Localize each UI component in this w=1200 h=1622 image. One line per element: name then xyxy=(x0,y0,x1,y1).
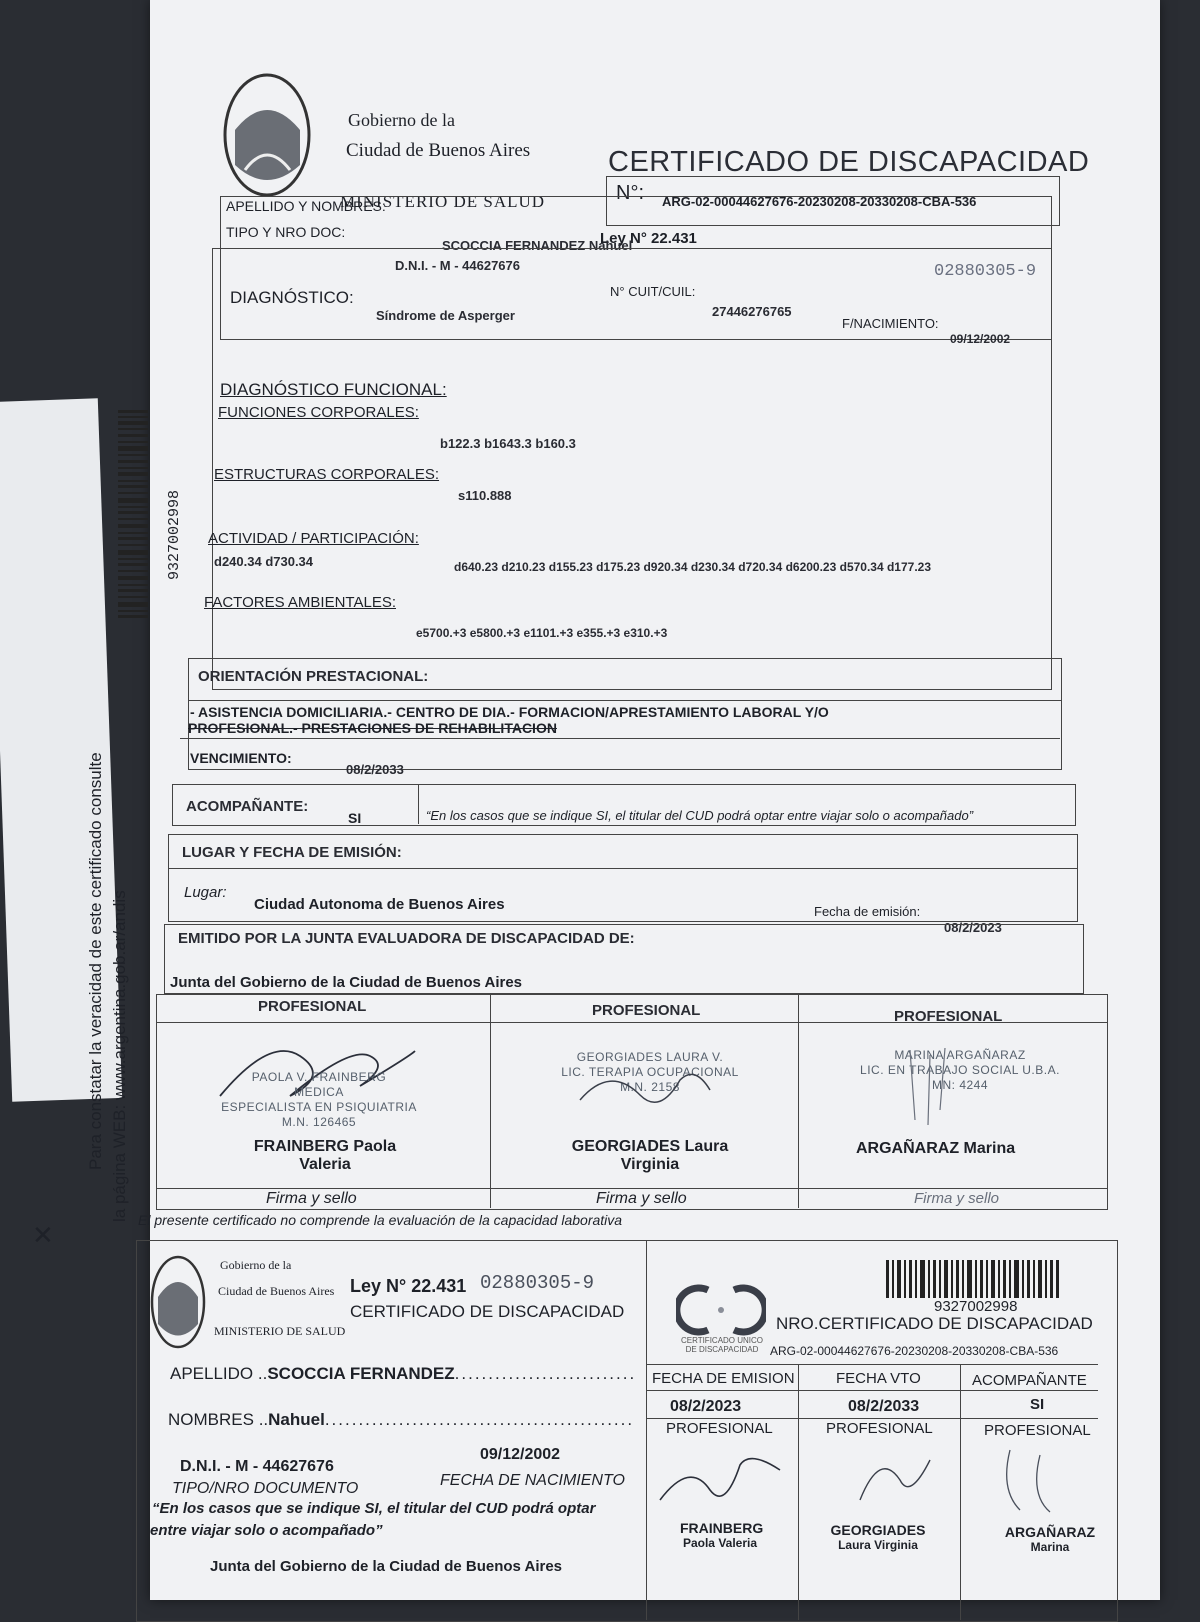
environmental-codes: e5700.+3 e5800.+3 e1101.+3 e355.+3 e310.+3 xyxy=(416,626,668,640)
emission-date-label: Fecha de emisión: xyxy=(814,904,921,919)
place-label: Lugar: xyxy=(184,884,227,901)
card-birth-label: FECHA DE NACIMIENTO xyxy=(440,1472,625,1489)
body-functions-codes: b122.3 b1643.3 b160.3 xyxy=(440,436,576,451)
card-doc-label: TIPO/NRO DOCUMENTO xyxy=(172,1480,359,1497)
card-cert-number: ARG-02-00044627676-20230208-20330208-CBA-536 xyxy=(770,1344,1059,1358)
verify-line2: la página WEB: www.argentina.gob.ar/andis xyxy=(110,890,129,1222)
card-emission-label: FECHA DE EMISION xyxy=(652,1370,795,1387)
government-line2: Ciudad de Buenos Aires xyxy=(346,140,531,161)
card-prof-1-label: PROFESIONAL xyxy=(666,1420,773,1437)
ministry-name: MINISTERIO DE SALUD xyxy=(340,192,546,211)
card-doc: D.N.I. - M - 44627676 xyxy=(180,1458,334,1475)
expiry-label: VENCIMIENTO: xyxy=(190,750,292,766)
professional-1-footer: Firma y sello xyxy=(266,1190,357,1207)
emission-label: LUGAR Y FECHA DE EMISIÓN: xyxy=(182,844,402,861)
full-name: SCOCCIA FERNANDEZ Nahuel xyxy=(442,238,633,253)
diagnosis-value: Síndrome de Asperger xyxy=(376,308,515,323)
card-note-line2: entre viajar solo o acompañado” xyxy=(150,1522,383,1539)
card-surname-row: APELLIDO ..SCOCCIA FERNANDEZ........................... xyxy=(170,1364,637,1383)
verify-line1: Para constatar la veracidad de este certificado consulte xyxy=(86,752,105,1170)
professional-2-name: GEORGIADES Laura Virginia xyxy=(571,1138,729,1173)
companion-value: SI xyxy=(348,810,362,826)
environmental-label: FACTORES AMBIENTALES: xyxy=(204,594,396,611)
body-structures-label: ESTRUCTURAS CORPORALES: xyxy=(214,466,440,483)
orientation-label: ORIENTACIÓN PRESTACIONAL: xyxy=(198,668,429,685)
certificate-title: CERTIFICADO DE DISCAPACIDAD xyxy=(608,146,1090,178)
card-names-row: NOMBRES ..Nahuel.............................................. xyxy=(168,1410,635,1429)
stamp-1: PAOLA V. FRAINBERG MEDICA ESPECIALISTA EN PSIQUIATRIA M.N. 126465 xyxy=(221,1070,417,1129)
signature-3-icon xyxy=(890,1040,970,1130)
diagnosis-label: DIAGNÓSTICO: xyxy=(230,288,354,307)
card-prof-1-name: FRAINBERG Paola Valeria xyxy=(680,1520,764,1550)
professional-3-header: PROFESIONAL xyxy=(894,1008,1003,1025)
card-gov-line2: Ciudad de Buenos Aires xyxy=(218,1284,335,1298)
certificate-number-label: N°: xyxy=(616,182,644,204)
professional-1-header: PROFESIONAL xyxy=(258,998,367,1015)
card-expiry-label: FECHA VTO xyxy=(836,1370,921,1387)
card-prof-2-name: GEORGIADES Laura Virginia xyxy=(830,1522,926,1552)
card-board: Junta del Gobierno de la Ciudad de Buenos Aires xyxy=(210,1558,563,1575)
birth-label: F/NACIMIENTO: xyxy=(842,316,939,331)
card-coat-of-arms-icon xyxy=(148,1252,208,1352)
card-companion-value: SI xyxy=(1030,1396,1045,1413)
card-barcode-icon xyxy=(886,1260,1060,1298)
professional-3-name: ARGAÑARAZ Marina xyxy=(856,1140,1016,1157)
activity-codes-line2: d240.34 d730.34 xyxy=(214,554,314,569)
place-value: Ciudad Autonoma de Buenos Aires xyxy=(254,896,505,913)
side-barcode-icon xyxy=(118,410,148,620)
card-companion-label: ACOMPAÑANTE xyxy=(972,1372,1087,1389)
coat-of-arms-icon xyxy=(220,70,315,200)
cuit-label: N° CUIT/CUIL: xyxy=(610,284,696,299)
name-label: APELLIDO Y NOMBRES: xyxy=(226,198,386,214)
board-label: EMITIDO POR LA JUNTA EVALUADORA DE DISCAPACIDAD DE: xyxy=(178,930,635,947)
disability-certificate xyxy=(32,0,1160,1600)
orientation-line2: PROFESIONAL.- PRESTACIONES DE REHABILITACION xyxy=(188,720,557,736)
companion-label: ACOMPAÑANTE: xyxy=(186,798,309,815)
orientation-line1: - ASISTENCIA DOMICILIARIA.- CENTRO DE DIA.- FORMACION/APRESTAMIENTO LABORAL Y/O xyxy=(190,704,829,720)
companion-note: “En los casos que se indique SI, el titular del CUD podrá optar entre viajar solo o acompañado” xyxy=(426,808,974,823)
functional-title: DIAGNÓSTICO FUNCIONAL: xyxy=(220,380,447,399)
doc-label: TIPO Y NRO DOC: xyxy=(226,224,346,240)
card-cert-number-label: NRO.CERTIFICADO DE DISCAPACIDAD xyxy=(776,1314,1093,1333)
body-structures-codes: s110.888 xyxy=(458,488,512,503)
card-barcode-number: 9327002998 xyxy=(934,1298,1018,1315)
card-signature-1-icon xyxy=(650,1440,790,1520)
card-prof-2-label: PROFESIONAL xyxy=(826,1420,933,1437)
emission-date: 08/2/2023 xyxy=(944,920,1002,935)
card-signature-3-icon xyxy=(990,1440,1080,1520)
card-gov-line1: Gobierno de la xyxy=(220,1258,292,1272)
government-line1: Gobierno de la xyxy=(348,110,455,130)
stamp-3: MARINA ARGAÑARAZ LIC. EN TRABAJO SOCIAL U.B.A. MN: 4244 xyxy=(860,1048,1060,1092)
professional-2-footer: Firma y sello xyxy=(596,1190,687,1207)
card-birth: 09/12/2002 xyxy=(480,1446,561,1463)
card-law: Ley N° 22.431 xyxy=(350,1276,467,1296)
card-note-line1: “En los casos que se indique SI, el titular del CUD podrá optar xyxy=(152,1500,596,1517)
cud-logo-icon xyxy=(676,1284,766,1336)
document-number: D.N.I. - M - 44627676 xyxy=(395,258,520,273)
birth-date: 09/12/2002 xyxy=(950,332,1011,346)
body-functions-label: FUNCIONES CORPORALES: xyxy=(218,404,419,421)
professional-1-name: FRAINBERG Paola Valeria xyxy=(253,1138,397,1173)
card-expiry-date: 08/2/2033 xyxy=(848,1398,920,1415)
control-number: 02880305-9 xyxy=(934,262,1037,281)
card-title: CERTIFICADO DE DISCAPACIDAD xyxy=(350,1302,625,1321)
cuit-number: 27446276765 xyxy=(712,304,792,319)
card-prof-3-name: ARGAÑARAZ Marina xyxy=(1004,1524,1096,1554)
cud-logo-caption: CERTIFICADO UNICO DE DISCAPACIDAD xyxy=(680,1336,764,1354)
disclaimer-text: El presente certificado no comprende la evaluación de la capacidad laborativa xyxy=(138,1212,623,1228)
card-control-number: 02880305-9 xyxy=(480,1272,595,1294)
card-ministry: MINISTERIO DE SALUD xyxy=(214,1324,346,1338)
professional-2-header: PROFESIONAL xyxy=(592,1002,701,1019)
card-prof-3-label: PROFESIONAL xyxy=(984,1422,1091,1439)
board-value: Junta del Gobierno de la Ciudad de Buenos Aires xyxy=(170,974,523,991)
certificate-number: ARG-02-00044627676-20230208-20330208-CBA-536 xyxy=(662,194,977,209)
stamp-2: GEORGIADES LAURA V. LIC. TERAPIA OCUPACIONAL M.N. 2158 xyxy=(561,1050,739,1094)
cut-mark-icon: ✕ xyxy=(32,1220,54,1250)
side-barcode-number: 9327002998 xyxy=(166,489,183,580)
law-number: Ley N° 22.431 xyxy=(600,230,697,247)
signature-2-icon xyxy=(570,1060,720,1120)
card-emission-date: 08/2/2023 xyxy=(670,1398,742,1415)
activity-codes-line1: d640.23 d210.23 d155.23 d175.23 d920.34 d230.34 d720.34 d6200.23 d570.34 d177.23 xyxy=(454,560,932,574)
professional-3-footer: Firma y sello xyxy=(914,1190,1000,1207)
expiry-date: 08/2/2033 xyxy=(346,762,404,777)
activity-label: ACTIVIDAD / PARTICIPACIÓN: xyxy=(208,530,419,547)
card-signature-2-icon xyxy=(850,1440,940,1520)
